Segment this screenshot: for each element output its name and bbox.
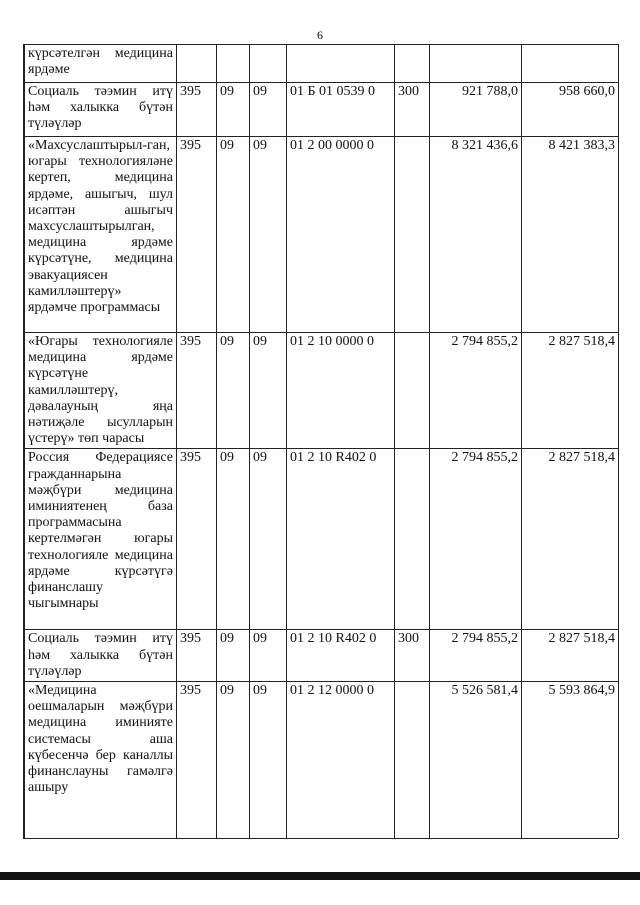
row-code: 395 [177, 137, 217, 333]
budget-table [24, 44, 619, 838]
row-section [217, 45, 250, 83]
row-article: 01 Б 01 0539 0 [287, 83, 395, 137]
row-article: 01 2 12 0000 0 [287, 682, 395, 838]
row-code: 395 [177, 333, 217, 449]
row-year1-amount [430, 45, 522, 83]
row-section: 09 [217, 630, 250, 682]
row-section: 09 [217, 83, 250, 137]
row-expense-type [395, 449, 430, 630]
row-subsection: 09 [250, 682, 287, 838]
table-row [25, 83, 619, 137]
row-expense-type [395, 682, 430, 838]
row-name: «Махсуслаштырыл-ган, югары технологияләне кертеп, медицина ярдәме, ашыгыч, шул исәптән ашыгыч махсуслаштырылган, медицина ярдәме күрсәтүне, медицина эвакуациясен камилләштерү» ярдәмче программасы [25, 137, 177, 333]
row-expense-type: 300 [395, 83, 430, 137]
row-year2-amount: 2 827 518,4 [522, 449, 619, 630]
row-code: 395 [177, 630, 217, 682]
row-year2-amount: 5 593 864,9 [522, 682, 619, 838]
table-row [25, 333, 619, 449]
row-code: 395 [177, 449, 217, 630]
row-expense-type [395, 137, 430, 333]
row-code: 395 [177, 83, 217, 137]
row-year1-amount: 8 321 436,6 [430, 137, 522, 333]
row-section: 09 [217, 682, 250, 838]
row-subsection [250, 45, 287, 83]
row-expense-type [395, 333, 430, 449]
row-subsection: 09 [250, 333, 287, 449]
row-year1-amount: 2 794 855,2 [430, 449, 522, 630]
row-section: 09 [217, 333, 250, 449]
row-name: «Югары технологияле медицина ярдәме күрсәтүне камилләштерү, дәвалауның яңа нәтиҗәле ысулларын үстерү» төп чарасы [25, 333, 177, 449]
row-article: 01 2 10 R402 0 [287, 630, 395, 682]
row-name: «Медицина оешмаларын мәҗбүри медицина иминияте системасы аша күбесенчә бер каналлы финанслауны гамәлгә ашыру [25, 682, 177, 838]
row-article: 01 2 00 0000 0 [287, 137, 395, 333]
row-subsection: 09 [250, 83, 287, 137]
row-year2-amount: 2 827 518,4 [522, 333, 619, 449]
table-row [25, 449, 619, 630]
scan-edge-bar [0, 872, 640, 880]
budget-table-frame [23, 44, 619, 838]
table-row [25, 137, 619, 333]
table-row [25, 682, 619, 838]
row-section: 09 [217, 449, 250, 630]
row-year2-amount: 2 827 518,4 [522, 630, 619, 682]
row-expense-type [395, 45, 430, 83]
row-name: Социаль тәэмин итү һәм халыкка бүтән түләүләр [25, 83, 177, 137]
row-year2-amount: 958 660,0 [522, 83, 619, 137]
row-section: 09 [217, 137, 250, 333]
row-code: 395 [177, 682, 217, 838]
row-expense-type: 300 [395, 630, 430, 682]
row-name: Россия Федерациясе гражданнарына мәҗбүри медицина иминиятенең база программасына кертелмәгән югары технологияле медицина ярдәме күрсәтүгә финанслашу чыгымнары [25, 449, 177, 630]
table-row [25, 45, 619, 83]
row-name: Социаль тәэмин итү һәм халыкка бүтән түләүләр [25, 630, 177, 682]
row-article [287, 45, 395, 83]
page-number: 6 [317, 28, 323, 42]
row-article: 01 2 10 R402 0 [287, 449, 395, 630]
row-year2-amount: 8 421 383,3 [522, 137, 619, 333]
table-row [25, 630, 619, 682]
row-code [177, 45, 217, 83]
row-article: 01 2 10 0000 0 [287, 333, 395, 449]
row-name: күрсәтелгән медицина ярдәме [25, 45, 177, 83]
row-subsection: 09 [250, 630, 287, 682]
row-subsection: 09 [250, 449, 287, 630]
row-year1-amount: 921 788,0 [430, 83, 522, 137]
row-year2-amount [522, 45, 619, 83]
row-year1-amount: 2 794 855,2 [430, 630, 522, 682]
row-year1-amount: 5 526 581,4 [430, 682, 522, 838]
row-year1-amount: 2 794 855,2 [430, 333, 522, 449]
row-subsection: 09 [250, 137, 287, 333]
table-bottom-border [23, 838, 618, 839]
